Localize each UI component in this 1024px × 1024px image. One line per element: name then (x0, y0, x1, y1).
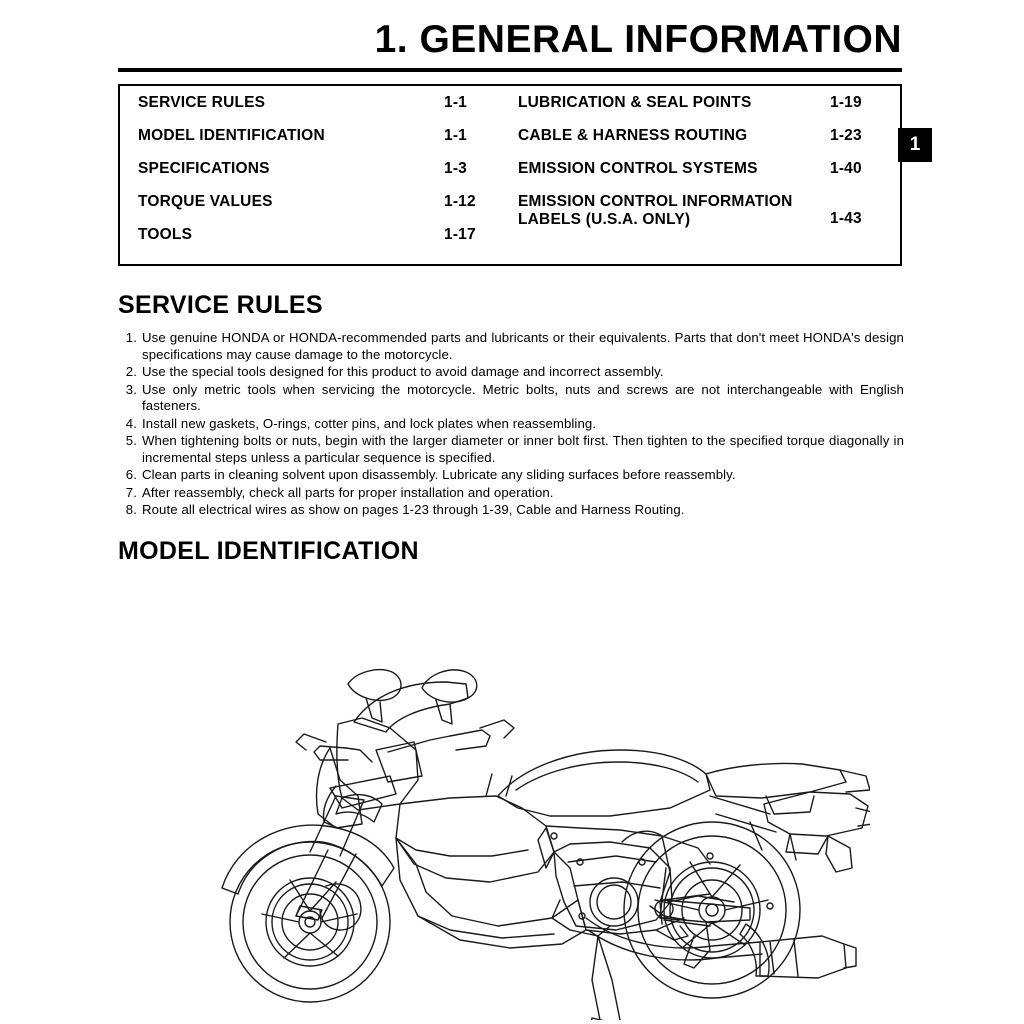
brake-lever (480, 720, 514, 738)
rear-sprocket-face (682, 880, 742, 940)
muffler (760, 936, 846, 978)
handlebar-left (346, 748, 372, 762)
list-item-text: Use genuine HONDA or HONDA-recommended parts and lubricants or their equivalents. Parts that don't meet HONDA's design specifications may cause damage to the motorcycle. (142, 330, 904, 362)
toc-entry[interactable] (518, 193, 886, 239)
toc-entry-label: MODEL IDENTIFICATION (138, 127, 325, 144)
list-item-text: After reassembly, check all parts for proper installation and operation. (142, 484, 554, 500)
muffler-bands (770, 940, 798, 976)
chapter-tab-marker (898, 128, 932, 162)
toc-entry-label: SPECIFICATIONS (138, 160, 270, 177)
section-heading-model-identification: MODEL IDENTIFICATION (118, 537, 419, 565)
list-item-text: Use the special tools designed for this product to avoid damage and incorrect assembly. (142, 364, 664, 379)
toc-entry[interactable] (518, 94, 886, 127)
handlebar-right (388, 736, 450, 752)
fairing-crease (396, 838, 528, 856)
front-wheel-rim-inner (272, 884, 348, 960)
toc-entry-label: EMISSION CONTROL INFORMATION LABELS (U.S.A. ONLY) (518, 193, 793, 228)
oil-pan (552, 900, 610, 936)
swingarm (660, 900, 750, 922)
side-stand-foot (590, 1018, 630, 1020)
list-item-number: 2. (125, 364, 137, 379)
toc-entry[interactable] (138, 160, 496, 193)
toc-entry-page: 1-1 (444, 127, 468, 144)
toc-entry-label: LUBRICATION & SEAL POINTS (518, 94, 752, 111)
list-item (118, 416, 904, 433)
rear-hub (699, 897, 725, 923)
subframe (710, 796, 796, 860)
list-item (118, 364, 904, 381)
passenger-seat (766, 796, 814, 814)
front-wheel-rim (266, 878, 354, 966)
toc-entry-label: CABLE & HARNESS ROUTING (518, 127, 748, 144)
list-item (118, 382, 904, 415)
list-item (118, 433, 904, 466)
toc-entry-page: 1-40 (830, 160, 862, 177)
list-item (118, 485, 904, 502)
tank-crease (516, 762, 698, 790)
list-item-number: 8. (125, 502, 137, 517)
toc-entry[interactable] (518, 127, 886, 160)
list-item (118, 330, 904, 363)
side-stand (592, 936, 620, 1020)
front-hub (299, 911, 321, 933)
side-fairing-front (396, 796, 554, 882)
chapter-tab-number: 1 (909, 134, 921, 155)
toc-entry[interactable] (138, 193, 496, 226)
rear-axle (706, 904, 718, 916)
list-item-text: Route all electrical wires as show on pages 1-23 through 1-39, Cable and Harness Routing. (142, 502, 685, 517)
mirror-left (348, 670, 401, 701)
list-item-number: 1. (125, 330, 137, 345)
lower-fairing (396, 838, 586, 948)
page-title: 1. GENERAL INFORMATION (374, 18, 902, 61)
clutch-lever (296, 734, 326, 750)
toc-entry-page: 1-1 (444, 94, 468, 111)
table-of-contents (118, 84, 902, 266)
rear-fender (740, 924, 769, 976)
fuel-tank (498, 750, 710, 816)
list-item (118, 502, 904, 519)
toc-entry-label: TORQUE VALUES (138, 193, 273, 210)
list-item-number: 3. (125, 381, 137, 397)
toc-entry-label: EMISSION CONTROL SYSTEMS (518, 160, 758, 177)
list-item-number: 5. (125, 433, 137, 448)
engine-block (554, 842, 672, 930)
bolt-detail-d (551, 833, 557, 839)
toc-entry-page: 1-12 (444, 193, 476, 210)
toc-entry-page: 1-3 (444, 160, 468, 177)
list-item-text: Install new gaskets, O-rings, cotter pins, and lock plates when reassembling. (142, 415, 597, 431)
toc-entry-page: 1-23 (830, 127, 862, 144)
list-item-number: 4. (125, 415, 137, 431)
list-item-number: 7. (125, 484, 137, 500)
bolt-detail-f (767, 903, 773, 909)
toc-entry-page: 1-17 (444, 226, 476, 243)
list-item-text: When tightening bolts or nuts, begin with the larger diameter or inner bolt first. Then tighten to the specified torque diagonally in incremental steps unless a particular sequence is specified. (142, 433, 904, 465)
toc-entry-label: SERVICE RULES (138, 94, 266, 111)
toc-entry-page: 1-19 (830, 94, 862, 111)
toc-entry-page: 1-43 (830, 210, 862, 227)
tail-section (840, 770, 870, 792)
list-item-number: 6. (125, 467, 137, 482)
service-rules-list (118, 330, 904, 520)
title-divider (118, 68, 902, 72)
toc-entry-label: TOOLS (138, 226, 193, 243)
list-item-text: Use only metric tools when servicing the motorcycle. Metric bolts, nuts and screws are not interchangeable with English fasteners. (142, 381, 904, 413)
toc-right-column (510, 94, 900, 272)
toc-entry[interactable] (138, 94, 496, 127)
right-grip (450, 730, 490, 750)
bolt-detail-e (707, 853, 713, 859)
list-item-text: Clean parts in cleaning solvent upon disassembly. Lubricate any sliding surfaces before reassembly. (142, 467, 736, 482)
motorcycle-illustration (150, 600, 870, 1020)
toc-entry[interactable] (138, 127, 496, 160)
license-bracket (826, 836, 852, 872)
upper-cowl-bracket (376, 742, 422, 782)
section-heading-service-rules: SERVICE RULES (118, 291, 323, 319)
fork-bridge (336, 796, 364, 800)
toc-entry[interactable] (518, 160, 886, 193)
list-item (118, 467, 904, 484)
toc-left-column (120, 94, 510, 272)
clutch-cover-inner (597, 885, 631, 919)
toc-entry[interactable] (138, 226, 496, 259)
